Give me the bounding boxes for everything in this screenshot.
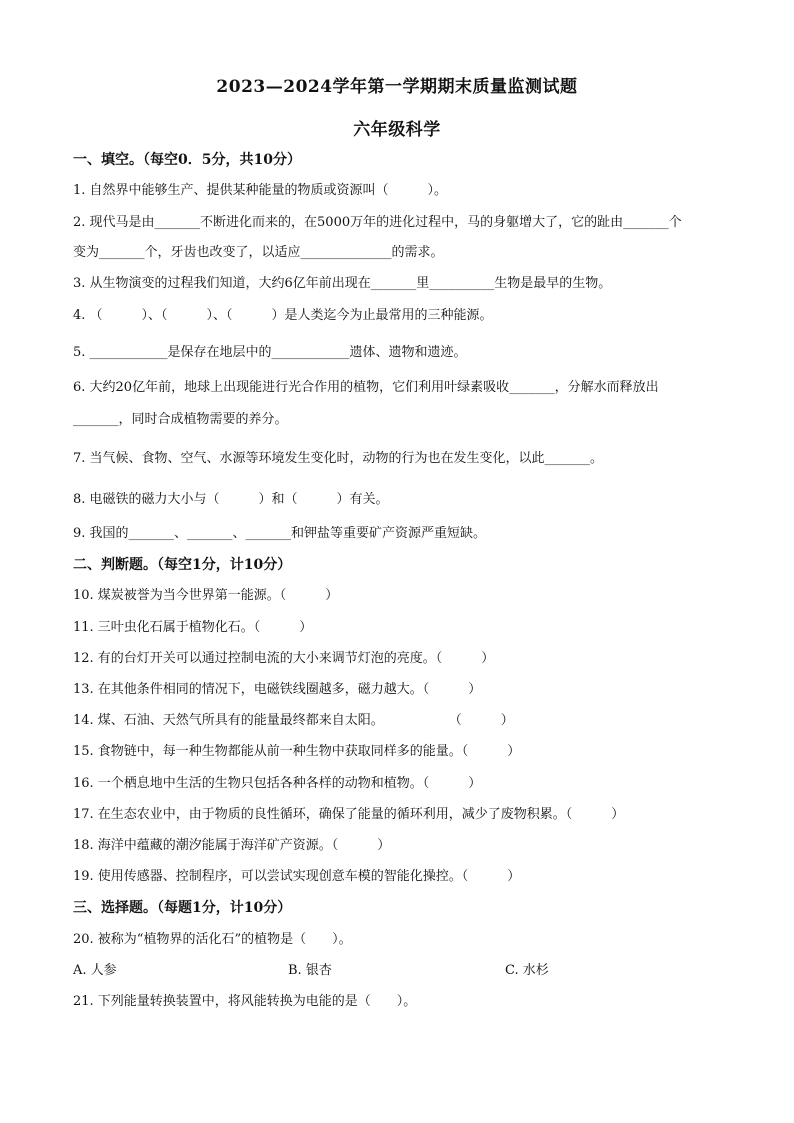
question-12: 12. 有的台灯开关可以通过控制电流的大小来调节灯泡的亮度。（ ）: [73, 651, 495, 666]
section-choose-heading: 三、选择题。（每题1分，计10分）: [73, 900, 292, 916]
question-10: 10. 煤炭被誉为当今世界第一能源。（ ）: [73, 588, 339, 603]
question-4: 4. （ ）、（ ）、（ ）是人类迄今为止最常用的三种能源。: [73, 308, 493, 323]
question-6: 6. 大约20亿年前，地球上出现能进行光合作用的植物，它们利用叶绿素吸收_______，分解水而释放出: [73, 380, 659, 395]
exam-title: 2023—2024学年第一学期期末质量监测试题: [216, 77, 578, 97]
question-20: 20. 被称为“植物界的活化石”的植物是（ ）。: [73, 932, 352, 947]
question-17: 17. 在生态农业中，由于物质的良性循环，确保了能量的循环利用，减少了废物积累。（ ）: [73, 807, 625, 822]
section-judge-heading: 二、判断题。（每空1分，计10分）: [73, 557, 292, 573]
question-5: 5. ____________是保存在地层中的____________遗体、遗物和遗迹。: [73, 345, 467, 360]
question-13: 13. 在其他条件相同的情况下，电磁铁线圈越多，磁力越大。（ ）: [73, 682, 482, 697]
question-18: 18. 海洋中蕴藏的潮汐能属于海洋矿产资源。（ ）: [73, 838, 391, 853]
question-8: 8. 电磁铁的磁力大小与（ ）和（ ）有关。: [73, 492, 389, 507]
question-7: 7. 当气候、食物、空气、水源等环境发生变化时，动物的行为也在发生变化，以此_______。: [73, 451, 604, 466]
question-21: 21. 下列能量转换装置中，将风能转换为电能的是（ ）。: [73, 994, 417, 1009]
question-2: 2. 现代马是由_______不断进化而来的，在5000万年的进化过程中，马的身躯增大了，它的趾由_______个: [73, 215, 682, 230]
question-9: 9. 我国的_______、_______、_______和钾盐等重要矿产资源严重短缺。: [73, 526, 487, 541]
question-6-cont: _______，同时合成植物需要的养分。: [73, 412, 288, 427]
question-20-option-b: B. 银杏: [288, 963, 332, 978]
section-fill-heading: 一、填空。（每空0．5分，共10分）: [73, 152, 301, 168]
question-19: 19. 使用传感器、控制程序，可以尝试实现创意车模的智能化操控。（ ）: [73, 869, 521, 884]
question-15: 15. 食物链中，每一种生物都能从前一种生物中获取同样多的能量。（ ）: [73, 744, 521, 759]
question-11: 11. 三叶虫化石属于植物化石。（ ）: [73, 620, 313, 635]
question-16: 16. 一个栖息地中生活的生物只包括各种各样的动物和植物。（ ）: [73, 776, 482, 791]
question-3: 3. 从生物演变的过程我们知道，大约6亿年前出现在_______里__________生物是最早的生物。: [73, 276, 612, 291]
question-20-option-a: A. 人参: [73, 963, 117, 978]
question-14: 14. 煤、石油、天然气所具有的能量最终都来自太阳。 （ ）: [73, 713, 514, 728]
question-1: 1. 自然界中能够生产、提供某种能量的物质或资源叫（ ）。: [73, 183, 448, 198]
question-20-option-c: C. 水杉: [505, 963, 549, 978]
question-2-cont: 变为_______个，牙齿也改变了，以适应______________的需求。: [73, 245, 444, 260]
exam-subtitle: 六年级科学: [353, 120, 441, 140]
